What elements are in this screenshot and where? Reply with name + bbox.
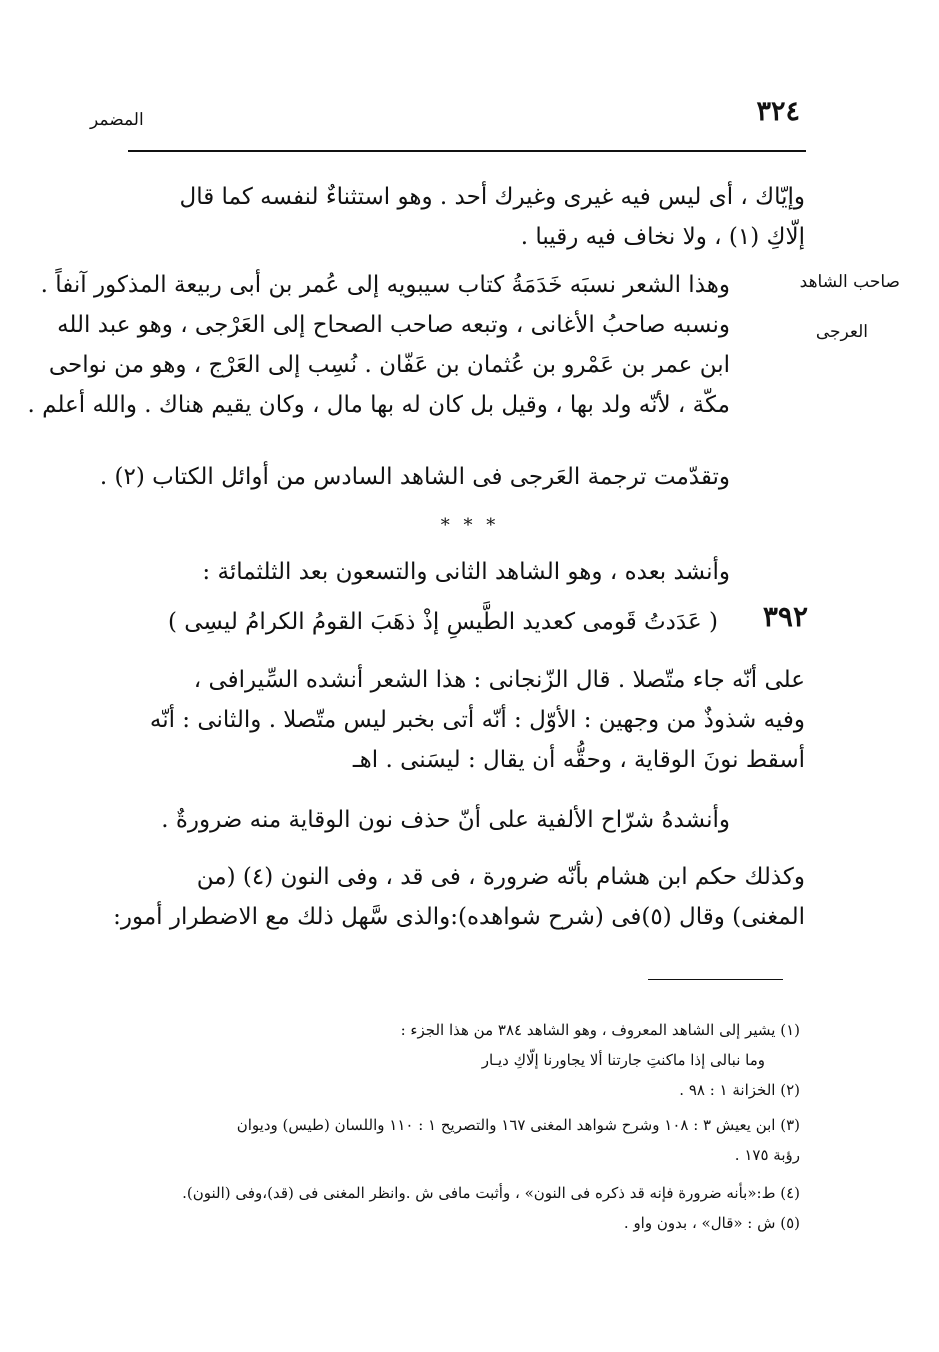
footnote-5: (٥) ش : «قال» ، بدون واو .: [623, 1214, 800, 1232]
footnote-3: (٣) ابن يعيش ٣ : ١٠٨ وشرح شواهد المغنى ١٦٧ والتصريح ١ : ١١٠ واللسان (طيس) وديوان: [236, 1116, 800, 1134]
footnote-1-verse: وما نبالى إذا ماكنتِ جارتنا ألا يجاورنا إلّاكِ ديـار: [481, 1051, 765, 1069]
footnote-3-cont: رؤبة ١٧٥ .: [734, 1146, 800, 1164]
text-line: مكّة ، لأنّه ولد بها ، وقيل بل كان له بها مال ، وكان يقيم هناك . والله أعلم .: [27, 392, 730, 418]
text-line: المغنى) وقال (٥)فى (شرح شواهده):والذى سَّهل ذلك مع الاضطرار أمور:: [113, 904, 805, 930]
paragraph-5: [130, 660, 805, 780]
text-line: وكذلك حكم ابن هشام بأنّه ضرورة ، فى قد ، وفى النون (٤) (من: [196, 864, 805, 890]
page-number: ٣٢٤: [756, 96, 800, 127]
text-line: على أنّه جاء متّصلا . قال الزّنجانى : هذا الشعر أنشده السِّيرافى ،: [193, 667, 805, 693]
section-separator: * * *: [440, 515, 500, 536]
text-line: أسقط نونَ الوقاية ، وحقُّه أن يقال : ليسَنى . اهـ: [352, 747, 805, 773]
paragraph-1: [130, 177, 805, 257]
text-line: وأنشد بعده ، وهو الشاهد الثانى والتسعون بعد الثلثمائة :: [202, 559, 730, 585]
paragraph-7: [113, 857, 805, 937]
margin-note-line2: العرجى: [815, 322, 868, 342]
paragraph-2: [27, 265, 730, 425]
running-head-title: المضمر: [90, 110, 144, 130]
text-line: ونسبه صاحبُ الأغانى ، وتبعه صاحب الصحاح إلى العَرْجى ، وهو عبد الله: [57, 312, 730, 338]
text-line: وإيّاك ، أى ليس فيه غيرى وغيرك أحد . وهو استثناءٌ لنفسه كما قال: [179, 184, 805, 210]
text-line: وهذا الشعر نسبَه خَدَمَةُ كتاب سيبويه إلى عُمر بن أبى ربيعة المذكور آنفاً .: [40, 272, 730, 298]
header-rule: [128, 150, 806, 152]
text-line: وفيه شذوذٌ من وجهين : الأوّل : أنّه أتى بخبر ليس متّصلا . والثانى : أنّه: [149, 707, 805, 733]
text-line: ابن عمر بن عَمْرو بن عُثمان بن عَفّان . نُسِب إلى العَرْج ، وهو من نواحى: [48, 352, 730, 378]
text-line: وتقدّمت ترجمة العَرجى فى الشاهد السادس من أوائل الكتاب (٢) .: [99, 464, 730, 490]
margin-note-line1: صاحب الشاهد: [799, 272, 900, 292]
footnote-1: (١) يشير إلى الشاهد المعروف ، وهو الشاهد ٣٨٤ من هذا الجزء :: [400, 1021, 800, 1039]
paragraph-4: [130, 552, 730, 592]
text-line: إلّاكِ (١) ، ولا نخاف فيه رقيبا .: [520, 224, 805, 250]
footnote-2: (٢) الخزانة ١ : ٩٨ .: [679, 1081, 800, 1099]
footnote-4: (٤) ط:«بأنه ضرورة فإنه قد ذكره فى النون» ، وأثبت مافى ش .وانظر المغنى فى (قد)،وفى (النون).: [182, 1184, 800, 1202]
footnote-rule: [648, 979, 783, 980]
paragraph-3: [99, 457, 730, 497]
text-line: وأنشدهُ شرّاح الألفية على أنّ حذف نون الوقاية منه ضرورةٌ .: [161, 807, 730, 833]
verse-text: ( عَدَدتُ قَومى كعديد الطَّيسِ إذْ ذهَبَ القومُ الكرامُ ليسِى ): [167, 609, 718, 635]
paragraph-6: [130, 800, 730, 840]
verse-number: ٣٩٢: [762, 600, 808, 633]
